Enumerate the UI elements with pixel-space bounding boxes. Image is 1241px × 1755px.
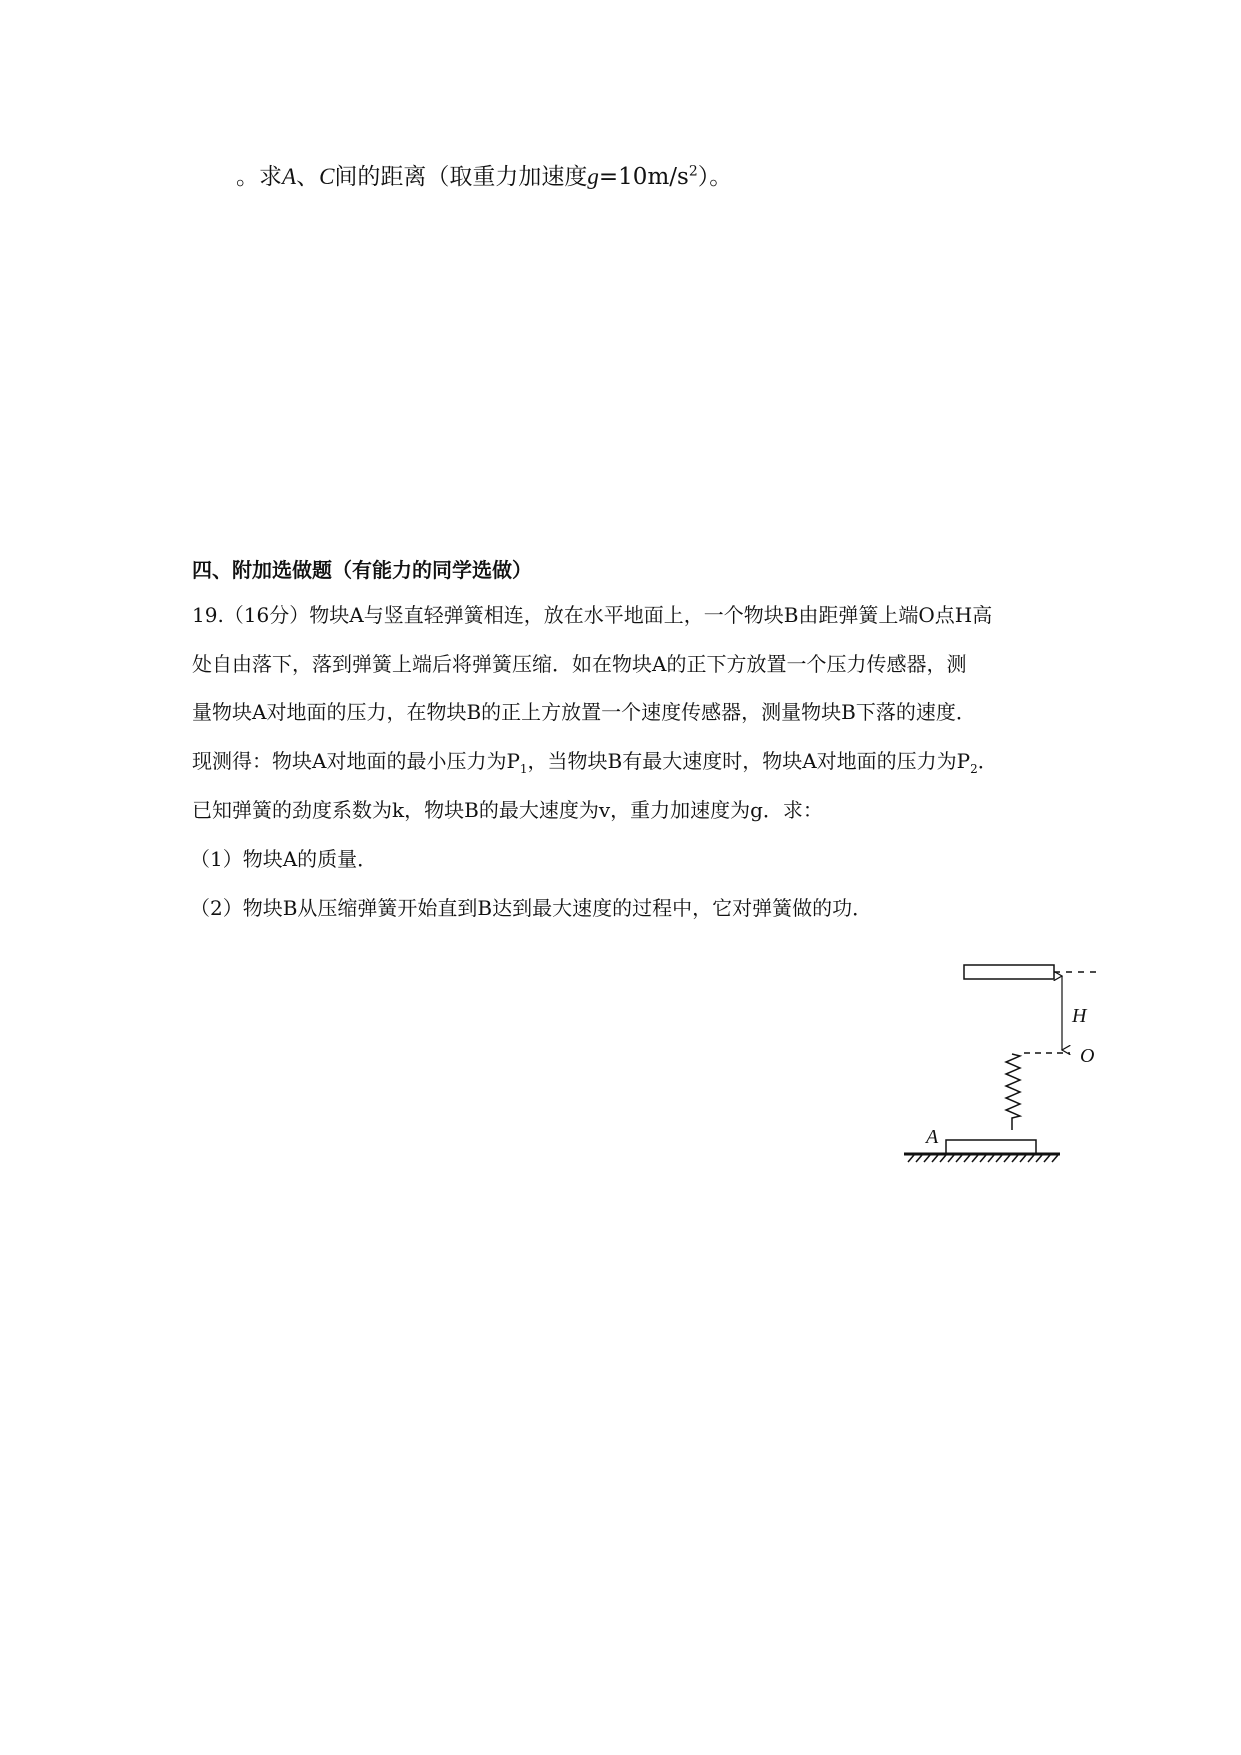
spring-block-diagram — [900, 950, 1110, 1175]
ground-hatch — [908, 1155, 914, 1162]
text-segment: 、 — [296, 164, 320, 190]
ground-hatch — [1036, 1155, 1042, 1162]
ground-hatch — [1052, 1155, 1058, 1162]
problem-line-3: 量物块A对地面的压力，在物块B的正上方放置一个速度传感器，测量物块B下落的速度． — [192, 700, 976, 724]
text-segment: 现测得：物块A对地面的最小压力为P — [192, 749, 520, 773]
text-segment: ）。 — [697, 164, 733, 190]
problem-line-2: 处自由落下，落到弹簧上端后将弹簧压缩．如在物块A的正下方放置一个压力传感器，测 — [192, 652, 967, 676]
ground-hatch — [988, 1155, 994, 1162]
label-h: H — [1072, 1005, 1087, 1027]
text-segment: 间的距离（取重力加速度 — [334, 164, 588, 190]
section-heading: 四、附加选做题（有能力的同学选做） — [192, 558, 532, 582]
ground-hatch — [948, 1155, 954, 1162]
ground-hatch — [1044, 1155, 1050, 1162]
block-a — [946, 1140, 1036, 1154]
text-segment: ，当物块B有最大速度时，物块A对地面的压力为P — [527, 749, 971, 773]
ground-hatch — [964, 1155, 970, 1162]
text-segment: ． — [977, 749, 998, 773]
ground-hatch — [1028, 1155, 1034, 1162]
problem-line-1: 19.（16分）物块A与竖直轻弹簧相连，放在水平地面上，一个物块B由距弹簧上端O点H高 — [192, 603, 993, 627]
block-b — [964, 965, 1054, 979]
label-o: O — [1080, 1045, 1095, 1067]
problem-line-4 — [192, 745, 998, 776]
label-a: A — [926, 1126, 939, 1148]
ground-hatch — [972, 1155, 978, 1162]
exponent: 2 — [688, 163, 698, 180]
ground-hatch — [940, 1155, 946, 1162]
subscript: 1 — [519, 762, 528, 776]
subscript: 2 — [970, 762, 978, 776]
ground-hatch — [932, 1155, 938, 1162]
ground-hatch — [956, 1155, 962, 1162]
question-2: （2）物块B从压缩弹簧开始直到B达到最大速度的过程中，它对弹簧做的功． — [190, 896, 873, 920]
ground-hatch — [996, 1155, 1002, 1162]
gravity-symbol: g — [587, 164, 599, 189]
ground-hatch — [1004, 1155, 1010, 1162]
ground-hatch — [1012, 1155, 1018, 1162]
point-a-label: A — [282, 164, 297, 189]
previous-question-tail — [236, 158, 732, 191]
spring — [1006, 1054, 1020, 1130]
ground-hatch — [980, 1155, 986, 1162]
ground-hatch — [1020, 1155, 1026, 1162]
text-segment: 。求 — [236, 164, 282, 190]
problem-line-5: 已知弹簧的劲度系数为k，物块B的最大速度为v，重力加速度为g．求： — [192, 798, 823, 822]
ground-hatch — [924, 1155, 930, 1162]
point-c-label: C — [319, 164, 335, 189]
text-segment: =10m/s — [598, 164, 689, 190]
ground-hatch — [916, 1155, 922, 1162]
question-1: （1）物块A的质量． — [190, 847, 378, 871]
